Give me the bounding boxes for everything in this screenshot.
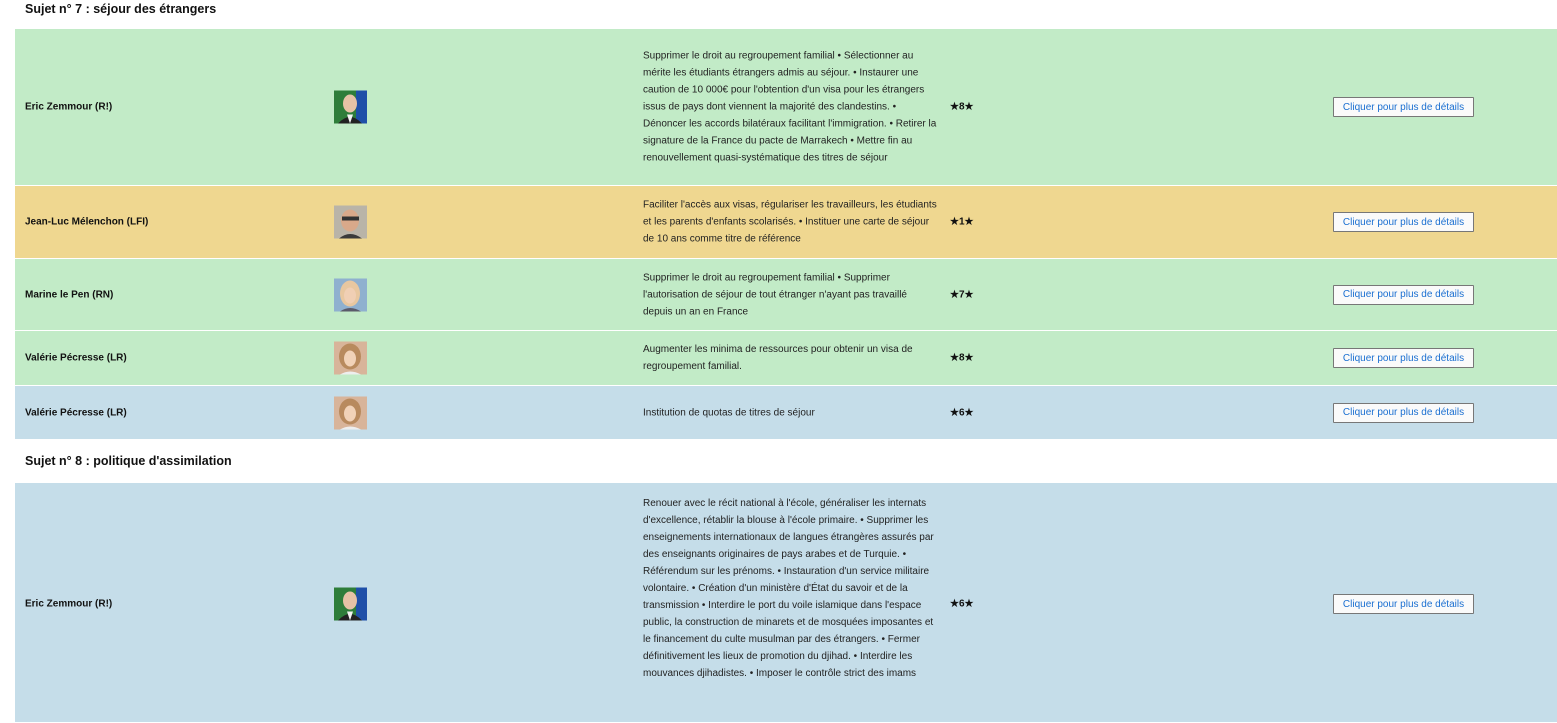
details-button[interactable]: Cliquer pour plus de détails [1333, 403, 1474, 423]
rating: ★8★ [950, 352, 974, 364]
rating: ★7★ [950, 289, 974, 300]
proposal-text: Supprimer le droit au regroupement familial • Sélectionner au mérite les étudiants étrangers admis au séjour. • Instaurer une caution de 10 000€ pour l'obtention d'un visa pour les étrangers issus de pays dont viennent la majorité des clandestins. • Dénoncer les accords bilatéraux facilitant l'immigration. • Retirer la signature de la France du pacte de Marrakech • Mettre fin au renouvellement quasi-systématique des titres de séjour [643, 50, 937, 164]
section-title-7: Sujet n° 7 : séjour des étrangers [25, 2, 217, 16]
candidate-name: Valérie Pécresse (LR) [25, 352, 127, 364]
rating: ★6★ [950, 407, 974, 418]
proposal-text: Institution de quotas de titres de séjour [643, 407, 815, 418]
proposal-text: Augmenter les minima de ressources pour obtenir un visa de regroupement familial. [643, 344, 913, 372]
details-button[interactable]: Cliquer pour plus de détails [1333, 212, 1474, 232]
rating: ★1★ [950, 216, 974, 228]
candidate-name: Valérie Pécresse (LR) [25, 407, 127, 418]
rating: ★6★ [950, 598, 974, 610]
details-button[interactable]: Cliquer pour plus de détails [1333, 97, 1474, 117]
candidate-row [15, 386, 1557, 440]
details-button[interactable]: Cliquer pour plus de détails [1333, 348, 1474, 368]
candidate-photo [334, 278, 367, 311]
candidate-photo [334, 91, 367, 124]
details-button[interactable]: Cliquer pour plus de détails [1333, 285, 1474, 305]
candidate-row [15, 259, 1557, 331]
rating: ★8★ [950, 101, 974, 113]
candidate-name: Marine le Pen (RN) [25, 289, 114, 300]
proposal-text: Supprimer le droit au regroupement familial • Supprimer l'autorisation de séjour de tout étranger n'ayant pas travaillé depuis un an en France [643, 272, 907, 317]
candidate-row [15, 186, 1557, 259]
details-button[interactable]: Cliquer pour plus de détails [1333, 594, 1474, 614]
candidate-name: Eric Zemmour (R!) [25, 598, 113, 610]
candidate-row [15, 331, 1557, 386]
section-title-8: Sujet n° 8 : politique d'assimilation [25, 454, 232, 468]
candidate-row [15, 483, 1557, 723]
proposal-text: Renouer avec le récit national à l'école, généraliser les internats d'excellence, rétablir la blouse à l'école primaire. • Supprimer les enseignements internationaux de langues étrangères assurés par des enseignants originaires de pays arabes et de Turquie. • Référendum sur les prénoms. • Instauration d'un service militaire volontaire. • Création d'un ministère d'État du savoir et de la transmission • Interdire le port du voile islamique dans l'espace public, la construction de minarets et de mosquées imposantes et le financement du culte musulman par des étrangers. • Fermer définitivement les lieux de promotion du djihad. • Interdire les mouvances djihadistes. • Imposer le contrôle strict des imams [643, 498, 934, 679]
proposal-text: Faciliter l'accès aux visas, régulariser les travailleurs, les étudiants et les parents d'enfants scolarisés. • Instituer une carte de séjour de 10 ans comme titre de référence [643, 199, 937, 245]
candidate-photo [334, 396, 367, 429]
candidate-name: Eric Zemmour (R!) [25, 101, 113, 113]
candidate-photo [334, 588, 367, 621]
candidate-photo [334, 342, 367, 375]
candidate-row [15, 29, 1557, 186]
candidate-photo [334, 206, 367, 239]
candidate-name: Jean-Luc Mélenchon (LFI) [25, 216, 149, 228]
